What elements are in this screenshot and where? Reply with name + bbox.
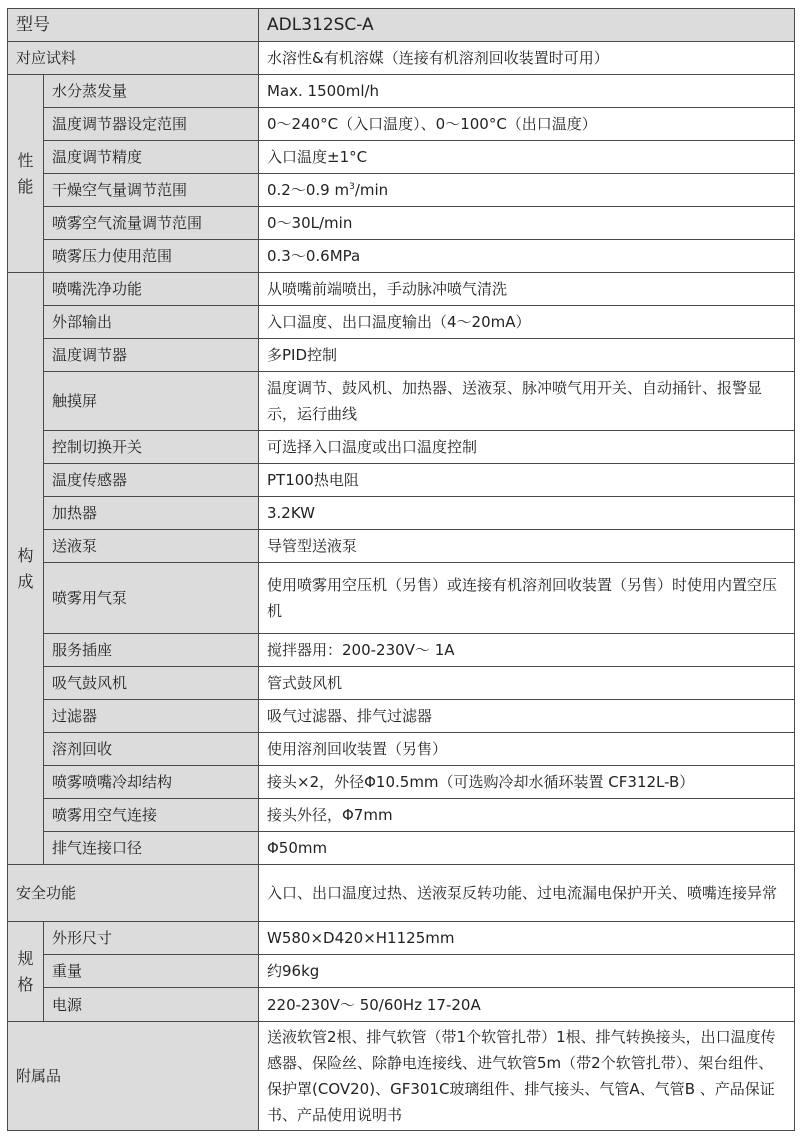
table-row: [8, 634, 795, 667]
row-label: 喷雾压力使用范围: [44, 240, 259, 273]
table-row: [8, 273, 795, 306]
table-row: [8, 832, 795, 865]
row-label: 温度调节器: [44, 339, 259, 372]
row-label: 水分蒸发量: [44, 75, 259, 108]
row-value: 3.2KW: [259, 497, 795, 530]
table-row: [8, 530, 795, 563]
table-row: [8, 700, 795, 733]
row-label: 干燥空气量调节范围: [44, 174, 259, 207]
table-row: [8, 339, 795, 372]
row-label: 电源: [44, 988, 259, 1022]
row-label: 服务插座: [44, 634, 259, 667]
table-row: [8, 563, 795, 634]
row-value: 多PID控制: [259, 339, 795, 372]
row-value: 约96kg: [259, 955, 795, 988]
table-row: [8, 733, 795, 766]
row-value: 接头外径，Φ7mm: [259, 799, 795, 832]
row-value: 温度调节、鼓风机、加热器、送液泵、脉冲喷气用开关、自动捅针、报警显示，运行曲线: [259, 372, 795, 431]
row-label: 过滤器: [44, 700, 259, 733]
row-label: 触摸屏: [44, 372, 259, 431]
row-label: 喷雾用气泵: [44, 563, 259, 634]
row-label: 外部输出: [44, 306, 259, 339]
table-row: [8, 464, 795, 497]
row-value: 从喷嘴前端喷出，手动脉冲喷气清洗: [259, 273, 795, 306]
row-label: 送液泵: [44, 530, 259, 563]
composition-group-label: 构成: [8, 273, 44, 865]
table-row: [8, 174, 795, 207]
table-row: [8, 372, 795, 431]
row-label: 喷雾用空气连接: [44, 799, 259, 832]
row-label: 温度调节器设定范围: [44, 108, 259, 141]
table-row: [8, 141, 795, 174]
safety-row: [8, 865, 795, 922]
row-label: 喷雾喷嘴冷却结构: [44, 766, 259, 799]
row-label: 重量: [44, 955, 259, 988]
specifications-group-label: 规格: [8, 922, 44, 1022]
table-row: [8, 207, 795, 240]
row-value: 接头×2，外径Φ10.5mm（可选购冷却水循环装置 CF312L-B）: [259, 766, 795, 799]
table-row: [8, 75, 795, 108]
row-value: W580×D420×H1125mm: [259, 922, 795, 955]
row-value: 使用溶剂回收装置（另售）: [259, 733, 795, 766]
row-value: Φ50mm: [259, 832, 795, 865]
accessories-value: 送液软管2根、排气软管（带1个软管扎带）1根、排气转换接头，出口温度传感器、保险丝、除静电连接线、进气软管5m（带2个软管扎带）、架台组件、保护罩(COV20)、GF301C玻璃组件、排气接头、气管A、气管B 、产品保证书、产品使用说明书: [259, 1022, 795, 1131]
accessories-label: 附属品: [8, 1022, 259, 1131]
row-label: 温度传感器: [44, 464, 259, 497]
row-value: 0.2～0.9 $m^3/\min$: [259, 174, 795, 207]
row-label: 温度调节精度: [44, 141, 259, 174]
table-row: [8, 988, 795, 1022]
table-row: [8, 431, 795, 464]
accessories-row: [8, 1022, 795, 1131]
row-label: 控制切换开关: [44, 431, 259, 464]
row-value: 可选择入口温度或出口温度控制: [259, 431, 795, 464]
row-value: 入口温度±1°C: [259, 141, 795, 174]
row-label: 喷嘴洗净功能: [44, 273, 259, 306]
row-label: 排气连接口径: [44, 832, 259, 865]
table-row: [8, 799, 795, 832]
safety-label: 安全功能: [8, 865, 259, 922]
row-value: 入口温度、出口温度输出（4～20mA）: [259, 306, 795, 339]
model-label: 型号: [8, 9, 259, 42]
table-row: [8, 306, 795, 339]
row-label: 外形尺寸: [44, 922, 259, 955]
performance-group-label: 性能: [8, 75, 44, 273]
table-row: [8, 667, 795, 700]
row-label: 吸气鼓风机: [44, 667, 259, 700]
row-value: 吸气过滤器、排气过滤器: [259, 700, 795, 733]
row-value: 220-230V～ 50/60Hz 17-20A: [259, 988, 795, 1022]
row-value: 0～240°C（入口温度）、0～100°C（出口温度）: [259, 108, 795, 141]
table-row: [8, 766, 795, 799]
safety-value: 入口、出口温度过热、送液泵反转功能、过电流漏电保护开关、喷嘴连接异常: [259, 865, 795, 922]
table-row: [8, 108, 795, 141]
table-row: [8, 240, 795, 273]
row-value: 使用喷雾用空压机（另售）或连接有机溶剂回收装置（另售）时使用内置空压机: [259, 563, 795, 634]
row-value: 管式鼓风机: [259, 667, 795, 700]
row-label: 喷雾空气流量调节范围: [44, 207, 259, 240]
row-value: 0.3～0.6MPa: [259, 240, 795, 273]
spec-table: [7, 8, 795, 1131]
applicable-material-value: 水溶性&有机溶媒（连接有机溶剂回收装置时可用）: [259, 42, 795, 75]
row-label: 溶剂回收: [44, 733, 259, 766]
table-row: [8, 955, 795, 988]
table-row: [8, 922, 795, 955]
row-value: Max. 1500ml/h: [259, 75, 795, 108]
applicable-material-row: [8, 42, 795, 75]
table-row: [8, 497, 795, 530]
row-value: 导管型送液泵: [259, 530, 795, 563]
model-value: ADL312SC-A: [259, 9, 795, 42]
row-value: 0～30L/min: [259, 207, 795, 240]
row-label: 加热器: [44, 497, 259, 530]
row-value: 搅拌器用：200-230V～ 1A: [259, 634, 795, 667]
applicable-material-label: 对应试料: [8, 42, 259, 75]
row-value: PT100热电阻: [259, 464, 795, 497]
model-row: [8, 9, 795, 42]
